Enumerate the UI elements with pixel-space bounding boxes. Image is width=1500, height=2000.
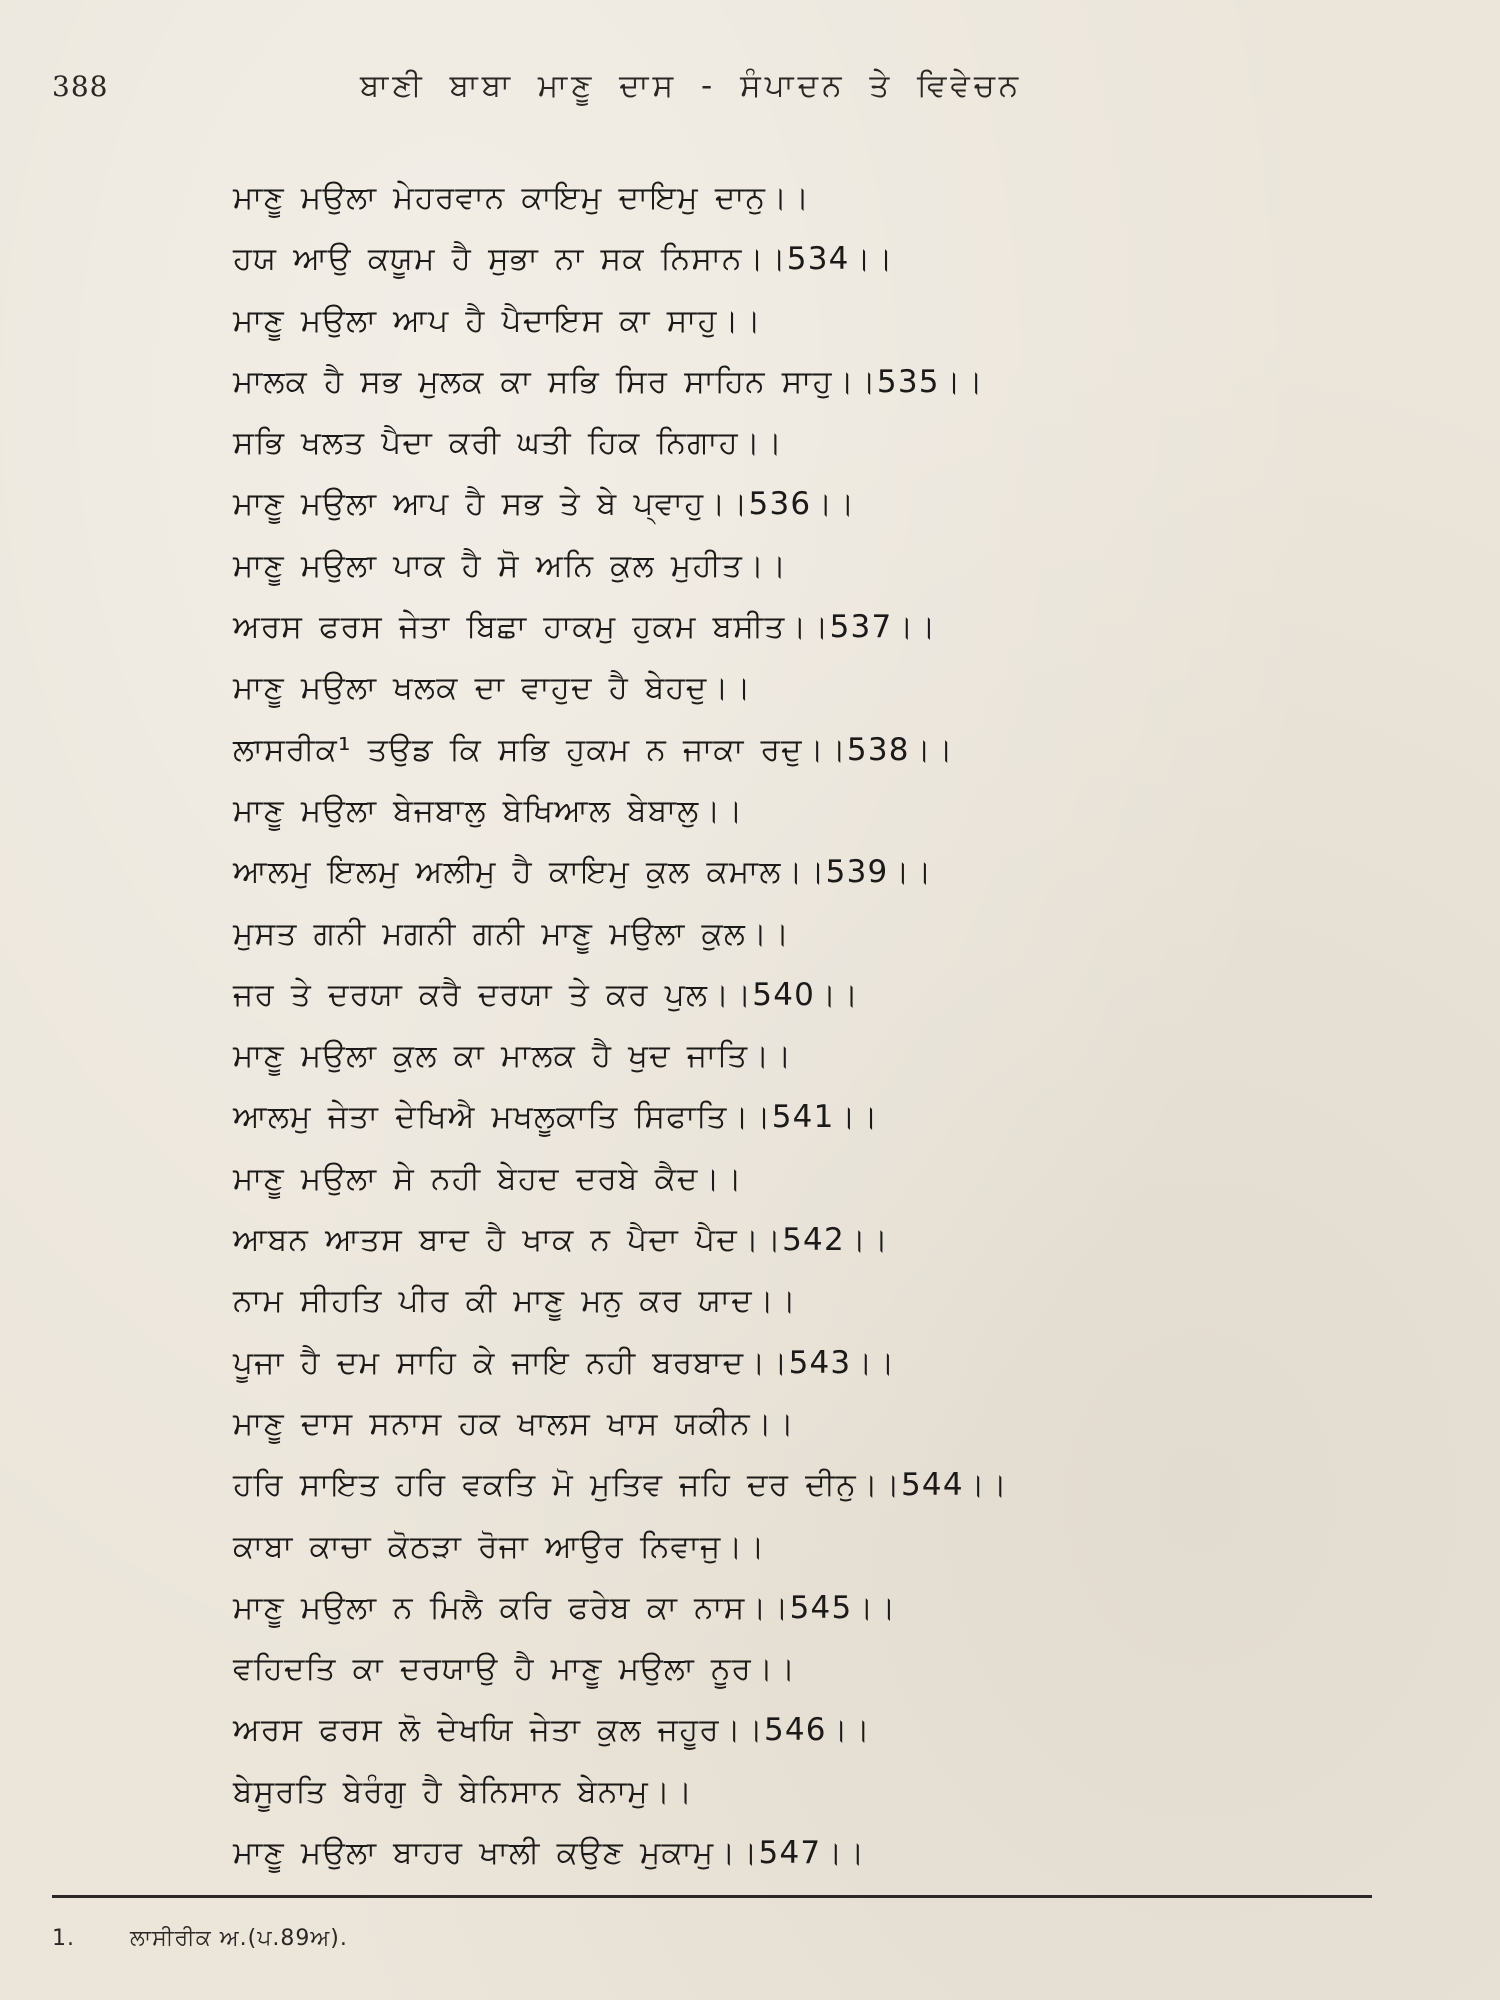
verse-line: ਆਬਨ ਆਤਸ ਬਾਦ ਹੈ ਖਾਕ ਨ ਪੈਦਾ ਪੈਦ।।542।। <box>233 1222 890 1259</box>
footnote-text: ਲਾਸੀਰੀਕ ਅ.(ਪ.89ਅ). <box>130 1926 348 1951</box>
verse-line: ਜਰ ਤੇ ਦਰਯਾ ਕਰੈ ਦਰਯਾ ਤੇ ਕਰ ਪੁਲ।।540।। <box>233 976 860 1013</box>
footnote-number: 1. <box>52 1926 75 1951</box>
verse-line: ਅਰਸ ਫਰਸ ਲੋ ਦੇਖਯਿ ਜੇਤਾ ਕੁਲ ਜਹੂਰ।।546।। <box>233 1712 871 1749</box>
verse-line: ਅਰਸ ਫਰਸ ਜੇਤਾ ਬਿਛਾ ਹਾਕਮੁ ਹੁਕਮ ਬਸੀਤ।।537।। <box>233 609 937 646</box>
verse-line: ਮਾਣੂ ਮਉਲਾ ਬਾਹਰ ਖਾਲੀ ਕਉਣ ਮੁਕਾਮੁ।।547।। <box>233 1835 866 1872</box>
footnote-divider <box>52 1895 1372 1898</box>
verse-line: ਮਾਣੂ ਮਉਲਾ ਆਪ ਹੈ ਸਭ ਤੇ ਬੇ ਪ੍ਵਾਹੁ।।536।। <box>233 486 856 523</box>
verse-line: ਆਲਮੁ ਜੇਤਾ ਦੇਖਿਐ ਮਖਲੂਕਾਤਿ ਸਿਫਾਤਿ।।541।। <box>233 1099 879 1136</box>
footnote <box>52 1926 348 1951</box>
running-header: ਬਾਣੀ ਬਾਬਾ ਮਾਣੂ ਦਾਸ - ਸੰਪਾਦਨ ਤੇ ਵਿਵੇਚਨ <box>360 68 1023 104</box>
verse-line: ਹਰਿ ਸਾਇਤ ਹਰਿ ਵਕਤਿ ਮੋ ਮੁਤਿਵ ਜਹਿ ਦਰ ਦੀਨੁ।।544।। <box>233 1467 1008 1504</box>
page-number: 388 <box>52 70 109 103</box>
verse-line: ਮਾਣੂ ਮਉਲਾ ਆਪ ਹੈ ਪੈਦਾਇਸ ਕਾ ਸਾਹੁ।। <box>233 302 762 339</box>
verse-line: ਮਾਣੂ ਮਉਲਾ ਕੁਲ ਕਾ ਮਾਲਕ ਹੈ ਖੁਦ ਜਾਤਿ।। <box>233 1038 793 1075</box>
verse-line: ਮਾਣੂ ਦਾਸ ਸਨਾਸ ਹਕ ਖਾਲਸ ਖਾਸ ਯਕੀਨ।। <box>233 1405 795 1442</box>
verse-line: ਮਾਣੂ ਮਉਲਾ ਮੇਹਰਵਾਨ ਕਾਇਮੁ ਦਾਇਮੁ ਦਾਨੁ।। <box>233 180 811 216</box>
verse-line: ਲਾਸਰੀਕ¹ ਤਉਡ ਕਿ ਸਭਿ ਹੁਕਮ ਨ ਜਾਕਾ ਰਦੁ।।538।। <box>233 731 954 768</box>
verse-line: ਮਾਲਕ ਹੈ ਸਭ ਮੁਲਕ ਕਾ ਸਭਿ ਸਿਰ ਸਾਹਿਨ ਸਾਹੁ।।535।। <box>233 363 984 400</box>
verse-line: ਆਲਮੁ ਇਲਮੁ ਅਲੀਮੁ ਹੈ ਕਾਇਮੁ ਕੁਲ ਕਮਾਲ।।539।। <box>233 854 933 891</box>
verse-line: ਮਾਣੂ ਮਉਲਾ ਖਲਕ ਦਾ ਵਾਹੁਦ ਹੈ ਬੇਹਦੁ।। <box>233 670 752 707</box>
verse-line: ਕਾਬਾ ਕਾਚਾ ਕੋਠੜਾ ਰੋਜਾ ਆਉਰ ਨਿਵਾਜੁ।। <box>233 1528 766 1565</box>
verse-line: ਮਾਣੂ ਮਉਲਾ ਪਾਕ ਹੈ ਸੋ ਅਨਿ ਕੁਲ ਮੁਹੀਤ।। <box>233 547 788 584</box>
verse-line: ਨਾਮ ਸੀਹਤਿ ਪੀਰ ਕੀ ਮਾਣੂ ਮਨੁ ਕਰ ਯਾਦ।। <box>233 1283 797 1320</box>
verse-line: ਪੂਜਾ ਹੈ ਦਮ ਸਾਹਿ ਕੇ ਜਾਇ ਨਹੀ ਬਰਬਾਦ।।543।। <box>233 1344 896 1381</box>
verse-line: ਮਾਣੂ ਮਉਲਾ ਬੇਜਬਾਲੁ ਬੇਖਿਆਲ ਬੇਬਾਲੁ।। <box>233 792 744 829</box>
verse-line: ਹਯ ਆਉ ਕਯੂਮ ਹੈ ਸੁਭਾ ਨਾ ਸਕ ਨਿਸਾਨ।।534।। <box>233 241 894 278</box>
verse-line: ਮਾਣੂ ਮਉਲਾ ਨ ਮਿਲੈ ਕਰਿ ਫਰੇਬ ਕਾ ਨਾਸ।।545।। <box>233 1589 897 1626</box>
verse-line: ਵਹਿਦਤਿ ਕਾ ਦਰਯਾਉ ਹੈ ਮਾਣੂ ਮਉਲਾ ਨੂਰ।। <box>233 1651 797 1688</box>
verse-line: ਮਾਣੂ ਮਉਲਾ ਸੇ ਨਹੀ ਬੇਹਦ ਦਰਬੇ ਕੈਦ।। <box>233 1160 743 1197</box>
verse-line: ਮੁਸਤ ਗਨੀ ਮਗਨੀ ਗਨੀ ਮਾਣੂ ਮਉਲਾ ਕੁਲ।। <box>233 915 791 952</box>
verse-line: ਬੇਸੂਰਤਿ ਬੇਰੰਗੁ ਹੈ ਬੇਨਿਸਾਨ ਬੇਨਾਮੁ।। <box>233 1773 694 1810</box>
verse-line: ਸਭਿ ਖਲਤ ਪੈਦਾ ਕਰੀ ਘਤੀ ਹਿਕ ਨਿਗਾਹ।। <box>233 425 784 462</box>
verse-list <box>233 168 1233 1884</box>
